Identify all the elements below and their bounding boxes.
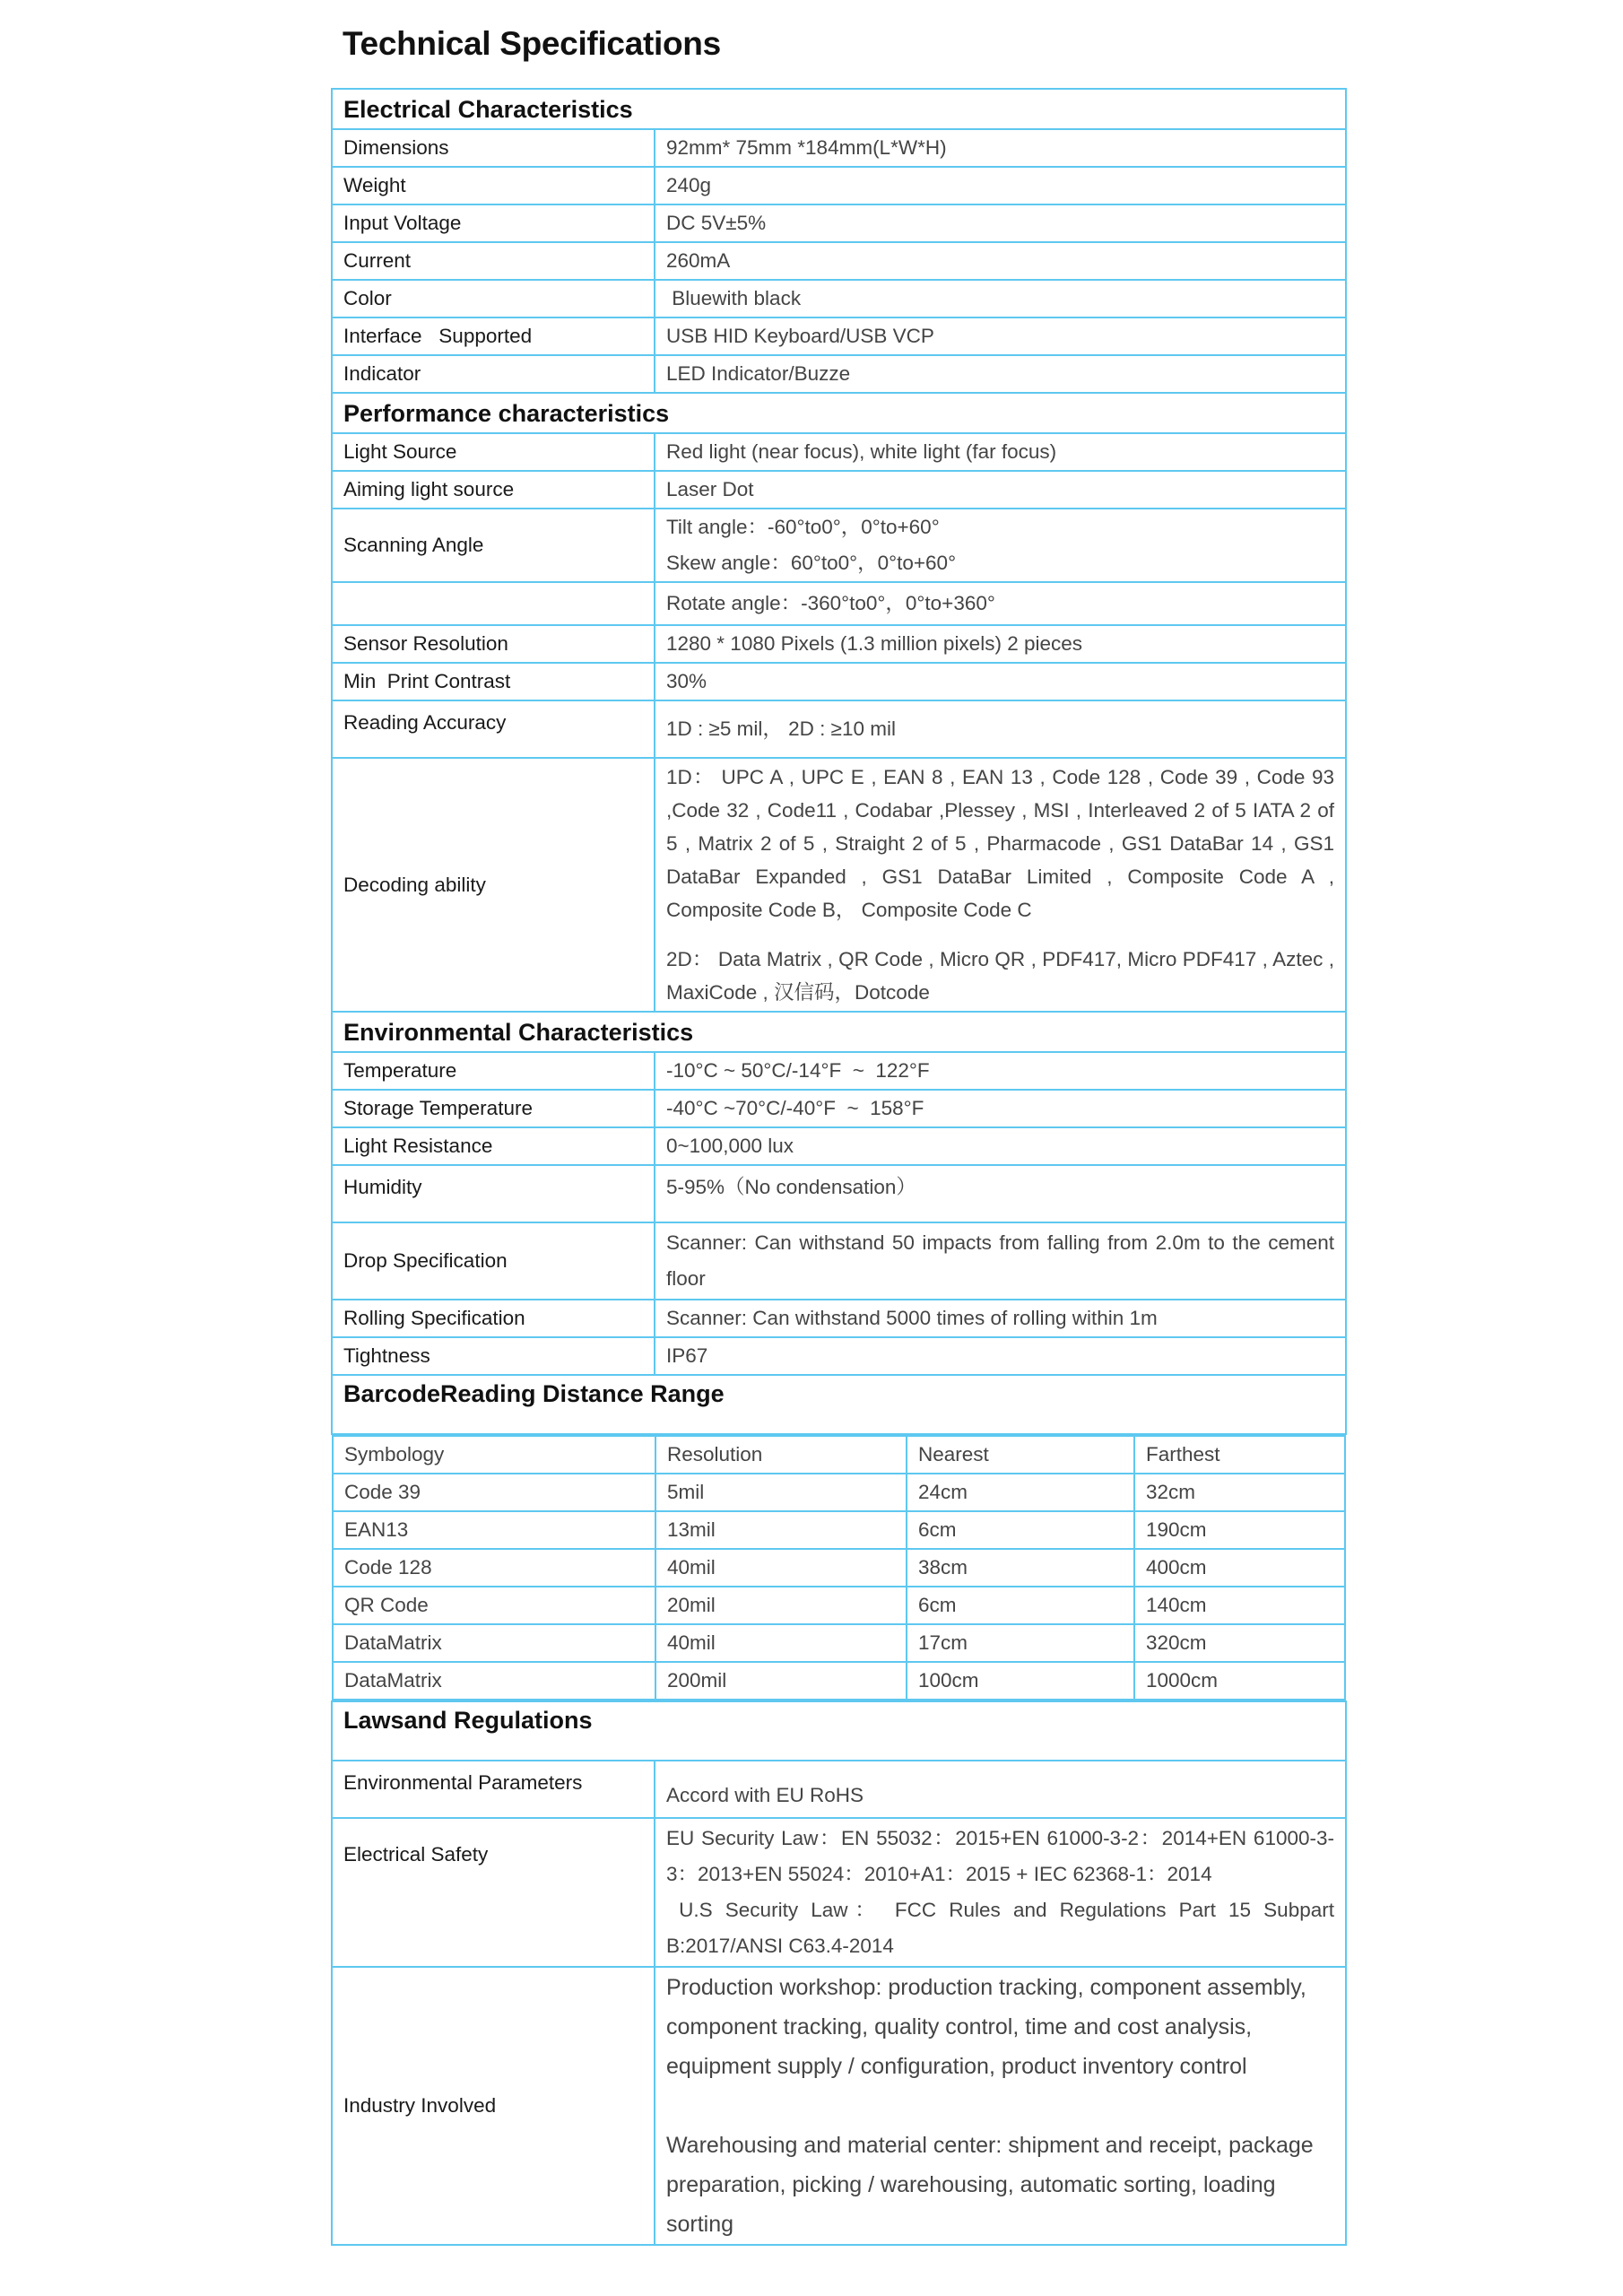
section-heading: Environmental Characteristics	[332, 1012, 1346, 1052]
table-row	[332, 471, 1346, 509]
table-row	[332, 1300, 1346, 1337]
row-label: Dimensions	[332, 129, 655, 167]
column-header: Symbology	[333, 1436, 655, 1474]
row-label: Input Voltage	[332, 204, 655, 242]
cell: 20mil	[655, 1587, 907, 1624]
cell: DataMatrix	[333, 1662, 655, 1700]
row-value: 240g	[655, 167, 1346, 204]
column-header: Resolution	[655, 1436, 907, 1474]
table-row	[332, 1761, 1346, 1818]
section-heading: BarcodeReading Distance Range	[332, 1375, 1346, 1434]
us-security-law: U.S Security Law： FCC Rules and Regulations Part 15 Subpart B:2017/ANSI C63.4-2014	[666, 1899, 1341, 1957]
section-electrical	[332, 89, 1346, 129]
cell: 6cm	[907, 1511, 1134, 1549]
table-row	[333, 1549, 1345, 1587]
cell: 190cm	[1134, 1511, 1345, 1549]
spec-table	[331, 88, 1347, 2246]
table-row	[332, 280, 1346, 317]
table-row	[332, 317, 1346, 355]
eu-security-law: EU Security Law：EN 55032：2015+EN 61000-3-2：2014+EN 61000-3-3：2013+EN 55024：2010+A1：2015 + IEC 62368-1：2014	[666, 1827, 1334, 1885]
cell: 32cm	[1134, 1474, 1345, 1511]
row-label: Color	[332, 280, 655, 317]
decoding-1d: 1D： UPC A , UPC E , EAN 8 , EAN 13 , Code 128 , Code 39 , Code 93 ,Code 32 , Code11 , Codabar ,Plessey , MSI , Interleaved 2 of 5 IATA 2 of 5 , Matrix 2 of 5 , Straight 2 of 5 , Pharmacode , GS1 DataBar 14 , GS1 DataBar Expanded , GS1 DataBar Limited , Composite Code A , Composite Code B， Composite Code C	[666, 766, 1334, 921]
section-environmental	[332, 1012, 1346, 1052]
section-heading: Performance characteristics	[332, 393, 1346, 433]
table-row	[333, 1662, 1345, 1700]
section-performance	[332, 393, 1346, 433]
row-label: Weight	[332, 167, 655, 204]
row-label: Light Source	[332, 433, 655, 471]
row-value: IP67	[655, 1337, 1346, 1375]
cell: 5mil	[655, 1474, 907, 1511]
row-label: Scanning Angle	[332, 509, 655, 582]
cell: 13mil	[655, 1511, 907, 1549]
row-label: Light Resistance	[332, 1127, 655, 1165]
cell: 320cm	[1134, 1624, 1345, 1662]
table-row	[332, 355, 1346, 393]
row-label: Aiming light source	[332, 471, 655, 509]
page-title: Technical Specifications	[343, 25, 721, 62]
row-label: Rolling Specification	[332, 1300, 655, 1337]
row-value: Scanner: Can withstand 5000 times of rolling within 1m	[655, 1300, 1346, 1337]
row-value: Red light (near focus), white light (far focus)	[655, 433, 1346, 471]
table-row	[332, 663, 1346, 700]
table-row	[332, 1967, 1346, 2245]
cell: 1000cm	[1134, 1662, 1345, 1700]
row-value: 260mA	[655, 242, 1346, 280]
table-row	[333, 1624, 1345, 1662]
row-value: Scanner: Can withstand 50 impacts from falling from 2.0m to the cement floor	[655, 1222, 1346, 1300]
column-header: Farthest	[1134, 1436, 1345, 1474]
section-laws	[332, 1701, 1346, 1761]
row-value: 1280 * 1080 Pixels (1.3 million pixels) 2 pieces	[655, 625, 1346, 663]
cell: Code 39	[333, 1474, 655, 1511]
industry-warehousing: Warehousing and material center: shipment and receipt, package preparation, picking / warehousing, automatic sorting, loading sorting	[666, 2133, 1314, 2237]
table-row	[332, 758, 1346, 1012]
table-row	[332, 582, 1346, 625]
row-label: Sensor Resolution	[332, 625, 655, 663]
distance-header-row	[333, 1436, 1345, 1474]
row-value: 1D : ≥5 mil， 2D : ≥10 mil	[655, 700, 1346, 758]
row-label: Current	[332, 242, 655, 280]
table-row	[332, 509, 1346, 582]
row-label: Electrical Safety	[332, 1818, 655, 1967]
row-label: Min Print Contrast	[332, 663, 655, 700]
column-header: Nearest	[907, 1436, 1134, 1474]
cell: 40mil	[655, 1624, 907, 1662]
row-label: Drop Specification	[332, 1222, 655, 1300]
distance-table	[332, 1435, 1346, 1700]
row-value: Laser Dot	[655, 471, 1346, 509]
row-label: Interface Supported	[332, 317, 655, 355]
table-row	[332, 1337, 1346, 1375]
row-value	[655, 1967, 1346, 2245]
cell: 200mil	[655, 1662, 907, 1700]
row-value: -40°C ~70°C/-40°F ~ 158°F	[655, 1090, 1346, 1127]
cell: EAN13	[333, 1511, 655, 1549]
cell: QR Code	[333, 1587, 655, 1624]
industry-production: Production workshop: production tracking, component assembly, component tracking, quality control, time and cost analysis, equipment supply / configuration, product inventory control	[666, 1975, 1306, 2079]
row-value: 30%	[655, 663, 1346, 700]
cell: Code 128	[333, 1549, 655, 1587]
table-row	[332, 1818, 1346, 1967]
row-value: LED Indicator/Buzze	[655, 355, 1346, 393]
table-row	[332, 625, 1346, 663]
row-value: USB HID Keyboard/USB VCP	[655, 317, 1346, 355]
table-row	[332, 1127, 1346, 1165]
row-value: DC 5V±5%	[655, 204, 1346, 242]
table-row	[333, 1474, 1345, 1511]
row-value	[655, 509, 1346, 582]
table-row	[332, 1222, 1346, 1300]
table-row	[332, 700, 1346, 758]
skew-angle: Skew angle：60°to0°，0°to+60°	[666, 552, 957, 574]
row-value: 92mm* 75mm *184mm(L*W*H)	[655, 129, 1346, 167]
table-row	[333, 1511, 1345, 1549]
tilt-angle: Tilt angle：-60°to0°，0°to+60°	[666, 516, 940, 538]
row-value: Accord with EU RoHS	[655, 1761, 1346, 1818]
table-row	[332, 204, 1346, 242]
cell: 400cm	[1134, 1549, 1345, 1587]
row-label: Temperature	[332, 1052, 655, 1090]
row-value: 5-95%（No condensation）	[655, 1165, 1346, 1222]
row-label: Decoding ability	[332, 758, 655, 1012]
section-distance	[332, 1375, 1346, 1434]
cell: 38cm	[907, 1549, 1134, 1587]
table-row	[332, 1052, 1346, 1090]
cell: 140cm	[1134, 1587, 1345, 1624]
cell: 40mil	[655, 1549, 907, 1587]
section-heading: Lawsand Regulations	[332, 1701, 1346, 1761]
section-heading: Electrical Characteristics	[332, 89, 1346, 129]
row-value: 0~100,000 lux	[655, 1127, 1346, 1165]
row-label: Storage Temperature	[332, 1090, 655, 1127]
row-label: Industry Involved	[332, 1967, 655, 2245]
row-label: Reading Accuracy	[332, 700, 655, 758]
rotate-angle: Rotate angle：-360°to0°，0°to+360°	[655, 582, 1346, 625]
table-row	[332, 167, 1346, 204]
row-label: Humidity	[332, 1165, 655, 1222]
table-row	[333, 1587, 1345, 1624]
table-row	[332, 129, 1346, 167]
row-value: Bluewith black	[655, 280, 1346, 317]
row-value: -10°C ~ 50°C/-14°F ~ 122°F	[655, 1052, 1346, 1090]
cell: 24cm	[907, 1474, 1134, 1511]
row-value	[655, 1818, 1346, 1967]
row-label: Tightness	[332, 1337, 655, 1375]
decoding-2d: 2D： Data Matrix , QR Code , Micro QR , PDF417, Micro PDF417 , Aztec , MaxiCode , 汉信码，Dotcode	[666, 948, 1334, 1004]
row-label: Environmental Parameters	[332, 1761, 655, 1818]
table-row	[332, 1090, 1346, 1127]
table-row	[332, 1165, 1346, 1222]
row-value	[655, 758, 1346, 1012]
cell: 100cm	[907, 1662, 1134, 1700]
cell: 17cm	[907, 1624, 1134, 1662]
table-row	[332, 433, 1346, 471]
cell: DataMatrix	[333, 1624, 655, 1662]
cell: 6cm	[907, 1587, 1134, 1624]
row-label-empty	[332, 582, 655, 625]
row-label: Indicator	[332, 355, 655, 393]
table-row	[332, 242, 1346, 280]
